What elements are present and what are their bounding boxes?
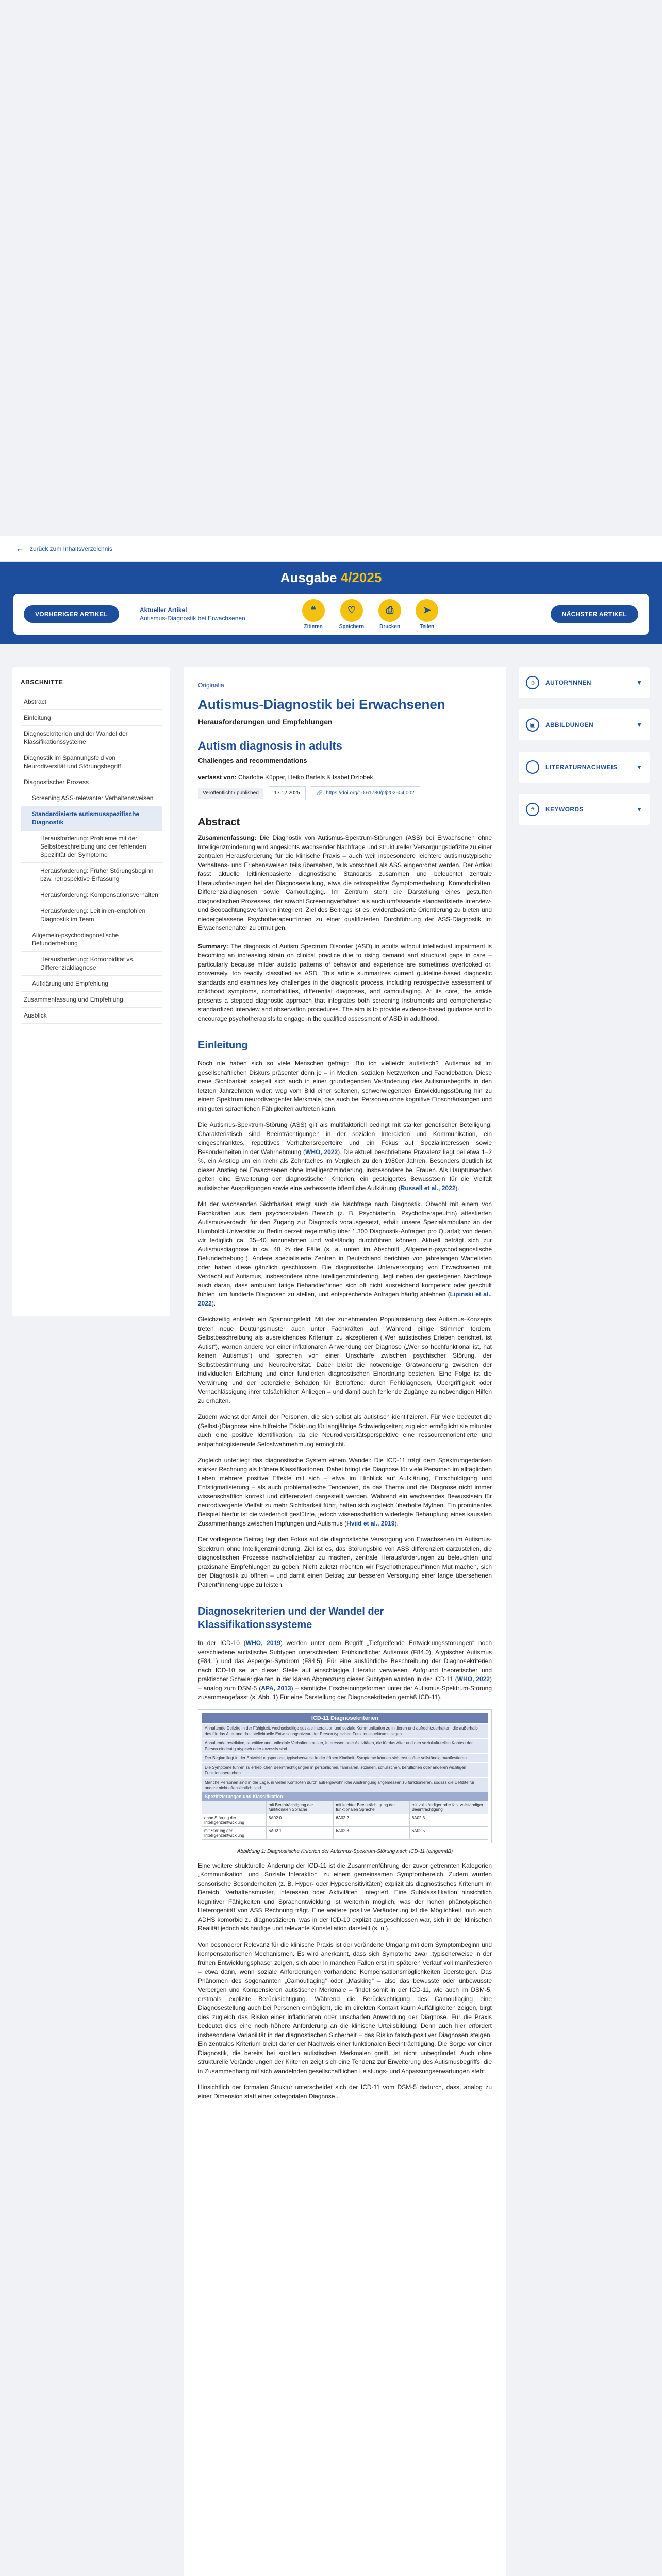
toc-item[interactable]: Herausforderung: Früher Störungsbeginn bzw. retrospektive Erfassung xyxy=(21,863,162,887)
toc-item[interactable]: Diagnostischer Prozess xyxy=(21,774,162,790)
chevron-down-icon: ▼ xyxy=(636,721,642,728)
figure-title: ICD-11 Diagnosekriterien xyxy=(202,1713,488,1723)
text: ) werden unter dem Begriff „Tiefgreifende Entwicklungsstörungen“ noch verschiedene autistische Subtypen unterschieden: Frühkindlicher Autismus (F84.0), Atypischer Autismus (F84.1) und das Asperger-Syndrom (F84.5). Für eine ausführliche Beschreibung der Diagnosekriterien nach ICD-10 sei an dieser Stelle auf einschlägige Literatur verwiesen. Aufgrund theoretischer und praktischer Schwierigkeiten in der klaren Abgrenzung dieser Subtypen wurden in der ICD-11 ( xyxy=(198,1639,492,1683)
citation-link[interactable]: WHO, 2019 xyxy=(245,1639,280,1647)
article-kicker: Originalia xyxy=(198,682,224,689)
citation-link[interactable]: Hviid et al., 2019 xyxy=(346,1519,395,1527)
table-row xyxy=(202,1826,488,1839)
toc-item[interactable]: Herausforderung: Probleme mit der Selbstbeschreibung und der fehlenden Spezifität der Symptome xyxy=(21,831,162,863)
text: ). xyxy=(211,1299,216,1307)
toc-heading: ABSCHNITTE xyxy=(21,679,63,686)
abstract-en-text: The diagnosis of Autism Spectrum Disorder (ASD) in adults without intellectual impairment is becoming an increasing strain on clinical practice due to rising demand and structural gaps in care – particularly because milder autistic patterns of behavior and experience are sometimes overlooked or, conversely, too readily classified as ASD. This article summarizes current guideline-based diagnostic standards and examines key challenges in the diagnostic process, including retrospective assessment of childhood symptoms, comorbidities, differential diagnoses, and camouflaging. At its core, the article presents a stepped diagnostic approach that integrates both screening instruments and comprehensive standardized interview and observation procedures. The aim is to provide evidence-based guidance and to encourage psychotherapists to engage in the qualified assessment of ASD in adulthood. xyxy=(198,942,492,1022)
doi-link[interactable] xyxy=(311,786,420,800)
paragraph xyxy=(198,1200,492,1308)
table-header: mit Beeinträchtigung der funktionalen Sprache xyxy=(266,1801,334,1814)
figure-caption: Abbildung 1: Diagnostische Kriterien der Autismus-Spektrum-Störung nach ICD-11 (eingemäß) xyxy=(237,1848,453,1854)
toc-item[interactable]: Aufklärung und Empfehlung xyxy=(21,976,162,992)
arrow-left-icon: ← xyxy=(15,543,25,553)
paragraph: Eine weitere strukturelle Änderung der ICD-11 ist die Zusammenführung der zuvor getrennten Kategorien „Kommunikation“ und „Soziale Interaktion“ zu einem gemeinsamen Symptombereich. Zudem wurden sensorische Besonderheiten (z. B. Hyper- oder Hyposensitivitäten) explizit als diagnostisches Kriterium im Bereich „Verhaltensmuster, Interessen oder Aktivitäten“ integriert. Eine Subklassifikation hinsichtlich kognitiver Fähigkeiten und Sprachentwicklung ist weiterhin möglich, was der hohen phänotypischen Heterogenität von ASS Rechnung trägt. Eine weitere positive Veränderung ist die Möglichkeit, nun auch ADHS komorbid zu diagnostizieren, was in der ICD-10 explizit ausgeschlossen war, sich in der klinischen Realität jedoch als häufige und relevante Konstellation darstellt (s. u.). xyxy=(198,1861,492,1932)
table-cell: 6A02.2 xyxy=(334,1814,409,1826)
published-date: 17.12.2025 xyxy=(269,786,306,800)
table-row xyxy=(202,1814,488,1826)
text: ) – sämtliche Erscheinungsformen unter der Autismus-Spektrum-Störung zusammengefasst (s. Abb. 1) Für eine Darstellung der Diagnosekriterien gemäß ICD-11). xyxy=(198,1684,492,1701)
published-label: Veröffentlicht / published xyxy=(198,788,263,799)
abstract-section xyxy=(198,817,492,1023)
article-title-en: Autism diagnosis in adults xyxy=(198,739,342,752)
print-icon: ⎙ xyxy=(378,599,401,622)
top-bar xyxy=(0,536,662,562)
cite-button[interactable] xyxy=(302,599,325,630)
bookmark-icon: ♡ xyxy=(340,599,363,622)
paragraph: Gleichzeitig entsteht ein Spannungsfeld: Mit der zunehmenden Popularisierung des Autismus-Konzepts treten neue Deutungsmuster auch unter Fachkräften auf. Während einige Stimmen fordern, Selbstbeschreibung als ausreichendes Kriterium zu akzeptieren („Wer autistisches Erleben berichtet, ist Autist“), warnen andere vor einer inflationären Anwendung der Diagnose („Wer so hochfunktional ist, hat keinen Autismus“) und sprechen von einer Unschärfe zwischen psychischer Störung, der Selbstbestimmung und Neurodiversität. Dabei bleibt die notwendige Gratwanderung zwischen der individuellen Erfahrung und einer fundierten diagnostischen Einordnung bestehen. Eine Folge ist die Verwirrung und der potenzielle Schaden für Betroffene: durch Fehldiagnosen, Übergriffigkeit oder Vernachlässigung ihrer tatsächlichen Anliegen – und damit auch fehlende Zugänge zu notwendigen Hilfen zu erhalten. xyxy=(198,1316,492,1404)
abstract-heading: Abstract xyxy=(198,817,240,828)
article-subtitle-en: Challenges and recommendations xyxy=(198,757,307,765)
issue-banner xyxy=(0,562,662,644)
tag-icon: # xyxy=(526,803,539,816)
authors xyxy=(198,774,492,781)
toc-item-active[interactable]: Standardisierte autismusspezifische Diagnostik xyxy=(21,806,162,831)
next-article-button[interactable]: NÄCHSTER ARTIKEL xyxy=(551,605,638,623)
current-article-title: Autismus-Diagnostik bei Erwachsenen xyxy=(139,615,245,622)
abstract-en-lead: Summary: xyxy=(198,942,231,950)
table-header: mit vollständiger oder fast vollständiger Beeinträchtigung xyxy=(409,1801,488,1814)
authors-names: Charlotte Küpper, Heiko Bartels & Isabel Dziobek xyxy=(238,774,373,781)
issue-title-prefix: Ausgabe xyxy=(280,570,341,585)
abstract-en xyxy=(198,942,492,1024)
table-cell: 6A02.5 xyxy=(409,1826,488,1839)
toc-list xyxy=(21,694,162,1024)
panel-label: KEYWORDS xyxy=(545,806,584,813)
figure-table xyxy=(202,1801,488,1840)
table-cell: 6A02.0 xyxy=(266,1814,334,1826)
text: ). xyxy=(394,1519,399,1527)
article-actions xyxy=(302,599,438,630)
paragraph: Hinsichtlich der formalen Struktur unterscheidet sich der ICD-11 vom DSM-5 dadurch, dass, analog zu einer Dimension statt einer kategorialen Diagnose... xyxy=(198,2083,492,2100)
chevron-down-icon: ▼ xyxy=(636,806,642,813)
paragraph xyxy=(198,1639,492,1702)
panel-label: AUTOR*INNEN xyxy=(545,679,591,686)
panel-label: LITERATURNACHWEIS xyxy=(545,764,618,771)
text: ). Die aktuell beschriebene Prävalenz liegt bei etwa 1–2 %, ein Anstieg um ein mehr als Zehnfaches im Vergleich zu den 1980er Jahren. Besonders deutlich ist dieser Anstieg bei Erwachsenen ohne Intelligenzminderung, insbesondere bei Frauen. Als Hauptursachen gelten eine Erweiterung der diagnostischen Kriterien, ein gesteigertes Bewusstsein für die Vielfalt autistischer Ausprägungen sowie eine verbesserte öffentliche Aufklärung ( xyxy=(198,1148,492,1192)
person-icon: ☺ xyxy=(526,676,539,689)
article-title: Autismus-Diagnostik bei Erwachsenen xyxy=(198,697,445,712)
print-label: Drucken xyxy=(379,623,401,630)
toc-item[interactable]: Einleitung xyxy=(21,710,162,726)
panel-label: ABBILDUNGEN xyxy=(545,721,594,728)
table-cell: 6A02.1 xyxy=(266,1826,334,1839)
citation-link[interactable]: APA, 2013 xyxy=(261,1684,291,1692)
figure-subheading: Spezifizierungen und Klassifikation xyxy=(202,1792,488,1801)
back-to-toc-link[interactable] xyxy=(15,543,112,554)
issue-title xyxy=(0,570,662,586)
print-button[interactable] xyxy=(378,599,401,630)
paragraph: Noch nie haben sich so viele Menschen gefragt: „Bin ich vielleicht autistisch?“ Autismus ist im gesellschaftlichen Diskurs präsenter denn je – in Medien, sozialen Netzwerken und Fachdebatten. Diese neue Sichtbarkeit spiegelt sich auch in einer grundlegenden Veränderung des Autismusbegriffs in den letzten Jahrzehnten wider: weg vom Bild einer seltenen, schwerwiegenden Entwicklungsstörung hin zu einem Spektrum neurodivergenter Merkmale, das auch bei Personen ohne kognitive Einschränkungen und mit guten sprachlichen Fähigkeiten auftreten kann. xyxy=(198,1060,492,1112)
text: ) – analog zum DSM-5 ( xyxy=(198,1675,492,1692)
abstract-de-lead: Zusammenfassung: xyxy=(198,834,260,841)
abstract-de xyxy=(198,834,492,933)
toc-item[interactable]: Screening ASS-relevanter Verhaltensweisen xyxy=(21,790,162,806)
keywords-panel-toggle[interactable] xyxy=(519,794,650,825)
text: In der ICD-10 ( xyxy=(198,1639,246,1647)
share-icon: ➤ xyxy=(416,599,438,622)
toc-sidebar xyxy=(12,667,170,1316)
toc-item[interactable]: Diagnosekriterien und der Wandel der Klassifikationssysteme xyxy=(21,726,162,750)
save-label: Speichern xyxy=(339,623,365,630)
figure-icd11-criteria[interactable] xyxy=(198,1709,492,1843)
citation-link[interactable]: WHO, 2022 xyxy=(305,1148,338,1156)
figures-panel-toggle[interactable] xyxy=(519,709,650,740)
figure-criterion: Manche Personen sind in der Lage, in vielen Kontexten durch außergewöhnliche Anstrengung angemessen zu funktionieren, sodass die Defizite für andere nicht offensichtlich sind. xyxy=(202,1777,488,1792)
authors-prefix: verfasst von: xyxy=(198,774,239,781)
current-article xyxy=(140,606,245,622)
current-article-label: Aktueller Artikel xyxy=(139,606,187,614)
toc-item[interactable]: Diagnostik im Spannungsfeld von Neurodiversität und Störungsbegriff xyxy=(21,750,162,774)
article-subtitle: Herausforderungen und Empfehlungen xyxy=(198,718,333,726)
section-heading-einleitung: Einleitung xyxy=(198,1040,248,1051)
back-link-label: zurück zum Inhaltsverzeichnis xyxy=(30,545,113,552)
doi-text: https://doi.org/10.61780/ptj202504.002 xyxy=(326,790,415,796)
paragraph: Zudem wächst der Anteil der Personen, die sich selbst als autistisch identifizieren. Für viele bedeutet die (Selbst-)Diagnose eine hilfreiche Erklärung für langjährige Schwierigkeiten; zugleich ermöglicht sie mitunter auch eine positive Identifikation, da die Neurodiversitätsperspektive eine ressourcenorientierte und entpathologisierende Selbstwahrnehmung ermöglicht. xyxy=(198,1413,492,1448)
toc-item[interactable]: Allgemein-psychodiagnostische Befunderhebung xyxy=(21,927,162,952)
citation-link[interactable]: Lipinski et al., 2022 xyxy=(198,1291,492,1307)
link-icon: 🔗 xyxy=(316,790,323,796)
toc-item[interactable]: Herausforderung: Komorbidität vs. Differenzialdiagnose xyxy=(21,952,162,976)
right-column xyxy=(519,667,650,836)
text: ). xyxy=(455,1184,459,1192)
text: Die Autismus-Spektrum-Störung (ASS) gilt als multifaktoriell bedingt mit starker genetischer Beteiligung. Charakteristisch sind Beeinträchtigungen in der sozialen Interaktion und Kommunikation, ein eingeschränktes, repetitives Verhaltensrepertoire und ein Fokus auf Spezialinteressen sowie Besonderheiten in der Wahrnehmung ( xyxy=(198,1121,492,1156)
paragraph xyxy=(198,1121,492,1193)
article-nav-card xyxy=(13,594,649,635)
text: Zugleich unterliegt das diagnostische System einem Wandel: Die ICD-11 trägt dem Spektrumgedanken stärker Rechnung als frühere Klassifikationen. Dabei bringt die Diagnose für viele Personen im alltäglichen Leben mehrere positive Effekte mit sich – etwa im Hinblick auf Aufklärung, Entschuldigung und Entstigmatisierung – als auch problematische Tendenzen, da das Thema und die Diagnose nicht immer wissenschaftlich korrekt und differenziert dargestellt werden. Während ein wachsendes Bewusstsein für neurodivergente Vielfalt zu mehr Sichtbarkeit führt, halten sich zugleich überholte Mythen. Ein prominentes Beispiel hierfür ist die wiederholt gestützte, jedoch wissenschaftlich widerlegte Behauptung eines kausalen Zusammenhangs zwischen Impfungen und Autismus ( xyxy=(198,1456,492,1527)
references-panel-toggle[interactable] xyxy=(519,752,650,783)
quote-icon: ❝ xyxy=(302,599,325,622)
chevron-down-icon: ▼ xyxy=(636,764,642,771)
citation-link[interactable]: Russell et al., 2022 xyxy=(400,1184,456,1192)
paragraph xyxy=(198,1456,492,1528)
image-icon: ▣ xyxy=(526,718,539,732)
share-button[interactable] xyxy=(416,599,438,630)
toc-item[interactable]: Herausforderung: Leitlinien-empfohlen Diagnostik im Team xyxy=(21,903,162,927)
figure-criterion: Anhaltende Defizite in der Fähigkeit, wechselseitige soziale Interaktion und soziale Kommunikation zu initiieren und aufrechtzuerhalten, die außerhalb des für das Alter und das intellektuelle Entwicklungsniveau der Person typischen Funktionsspektrums liegen. xyxy=(202,1723,488,1738)
figure-criterion: Die Symptome führen zu erheblichen Beeinträchtigungen in persönlichen, familiären, sozialen, schulischen, beruflichen oder anderen wichtigen Funktionsbereichen. xyxy=(202,1762,488,1777)
book-icon: ≣ xyxy=(526,760,539,774)
issue-number: 4/2025 xyxy=(340,570,382,585)
publication-meta xyxy=(198,786,492,800)
article xyxy=(184,667,506,2576)
authors-panel-toggle[interactable] xyxy=(519,667,650,698)
table-header: mit leichter Beeinträchtigung der funktionalen Sprache xyxy=(334,1801,409,1814)
toc-item[interactable]: Abstract xyxy=(21,694,162,710)
toc-item[interactable]: Zusammenfassung und Empfehlung xyxy=(21,992,162,1008)
chevron-down-icon: ▼ xyxy=(636,679,642,686)
citation-link[interactable]: WHO, 2022 xyxy=(457,1675,490,1683)
cite-label: Zitieren xyxy=(304,623,323,630)
table-cell: 6A02.3 xyxy=(334,1826,409,1839)
table-cell: 6A02.3 xyxy=(409,1814,488,1826)
section-heading-diagnosekriterien: Diagnosekriterien und der Wandel der Klassifikationssysteme xyxy=(198,1606,384,1631)
paragraph: Von besonderer Relevanz für die klinische Praxis ist der veränderte Umgang mit dem Symptombeginn und kompensatorischen Mechanismen. Es wird anerkannt, dass sich Symptome zwar „typischerweise in der frühen Entwicklungsphase“ zeigen, sich aber in manchen Fällen erst im späteren Verlauf voll manifestieren – etwa dann, wenn soziale Anforderungen vorhandene Kompensationsmöglichkeiten übersteigen. Das Phänomen des sogenannten „Camouflaging“ oder „Masking“ – also das bewusste oder unbewusste Verbergen und Kompensieren autistischer Merkmale – findet somit in der ICD-11, wie auch im DSM-5, erstmals explizite Berücksichtigung. Während die Berücksichtigung des Camouflaging eine Diagnosestellung auch bei Personen ermöglicht, die im direkten Kontakt kaum Auffälligkeiten zeigen, birgt dies zugleich das Risiko einer inflationären oder unscharfen Anwendung der Diagnose. Für die Praxis bedeutet dies eine noch höhere Anforderung an die klinische Urteilsbildung: Denn auch hier erfordert insbesondere Variabilität in der diagnostischen Sicherheit – das Risiko falsch-positiver Diagnosen steigen. Ein zentrales Kriterium bleibt daher der Nachweis einer funktionalen Beeinträchtigung. Die Sorge vor einer Diagnostik, die bereits bei subtilen autistischen Merkmalen greift, ist nicht unbegründet. Auch ohne strukturelle Veränderungen der Kriterien zeigt sich eine Tendenz zur Erweiterung des Autismusbegriffs, die in Zusammenhang mit sich wandelnden gesellschaftlichen Leistungs- und Anpassungserwartungen steht. xyxy=(198,1941,492,2075)
table-header xyxy=(202,1801,267,1814)
figure-criterion: Der Beginn liegt in der Entwicklungsperiode, typischerweise in der frühen Kindheit; Symptome können sich erst später vollständig manifestieren. xyxy=(202,1753,488,1762)
abstract-de-text: Die Diagnostik von Autismus-Spektrum-Störungen (ASS) bei Erwachsenen ohne Intelligenzminderung wird angesichts wachsender Nachfrage und struktureller Versorgungsdefizite zu einer zentralen Herausforderung für die klinische Praxis – auch weil insbesondere leichtere autismustypische Verhaltens- und Erlebensweisen teils übersehen, teils vorschnell als ASS eingeordnet werden. Der Artikel fasst aktuelle leitlinienbasierte diagnostische Standards zusammen und beleuchtet zentrale Herausforderungen bei der Diagnosestellung, etwa die retrospektive Symptomerhebung, Komorbiditäten, Differenzialdiagnosen sowie Camouflaging. Im Zentrum steht die Darstellung eines gestuften diagnostischen Prozesses, der sowohl Screeningverfahren als auch umfassende standardisierte Interview- und Beobachtungsverfahren integriert. Ziel des Beitrags ist es, evidenzbasierte Orientierung zu bieten und niedergelassene Psychotherapeut*innen zu einer qualifizierten Durchführung der ASS-Diagnostik im Erwachsenenalter zu ermutigen. xyxy=(198,834,492,931)
share-label: Teilen xyxy=(420,623,435,630)
table-cell: mit Störung der Intelligenzentwicklung xyxy=(202,1826,267,1839)
toc-item[interactable]: Herausforderung: Kompensationsverhalten xyxy=(21,887,162,903)
table-cell: ohne Störung der Intelligenzentwicklung xyxy=(202,1814,267,1826)
toc-item[interactable]: Ausblick xyxy=(21,1008,162,1024)
figure-criterion: Anhaltende restriktive, repetitive und unflexible Verhaltensmuster, Interessen oder Aktivitäten, die für das Alter und den soziokulturellen Kontext der Person eindeutig atypisch oder exzessiv sind. xyxy=(202,1738,488,1753)
save-button[interactable] xyxy=(339,599,364,630)
paragraph: Der vorliegende Beitrag legt den Fokus auf die diagnostische Versorgung von Erwachsenen im Autismus-Spektrum ohne Intelligenzminderung. Ziel ist es, das Störungsbild von ASS differenziert darzustellen, die diagnostischen Prozesse nachvollziehbar zu machen, zentrale Herausforderungen zu beleuchten und praxisnahe Empfehlungen zu geben. Nicht zuletzt möchten wir Psychotherapeut*innen Mut machen, sich der Diagnostik zu öffnen – und damit einen Beitrag zur besseren Versorgung einer lange übersehenen Patient*innengruppe zu leisten. xyxy=(198,1536,492,1588)
previous-article-button[interactable]: VORHERIGER ARTIKEL xyxy=(24,605,119,623)
text: Mit der wachsenden Sichtbarkeit steigt auch die Nachfrage nach Diagnostik. Obwohl mit einem von Fachkräften aus dem psychosozialen Bereich (z. B. Psychiater*in, Psychotherapeut*in) attestierten Autismusverdacht für den Zugang zur Diagnostik vorausgesetzt, erhält unsere Spezialambulanz an der Humboldt-Universität zu Berlin derzeit regelmäßig über 1.300 Diagnostik-Anfragen pro Quartal; von denen wir lediglich ca. 35–40 anzunehmen und vollständig durchführen können. Aktuell beträgt sich zur Autismusdiagnose in ca. 40 % der Fälle (s. a. unten im Abschnitt „Allgemein-psychodiagnostische Befunderhebung“). Andere spezialisierte Zentren in Deutschland berichten von jahrelangen Wartelisten oder haben diese gänzlich geschlossen. Die diagnostische Unterversorgung von Erwachsenen mit Verdacht auf Autismus, insbesondere ohne Intelligenzminderung, liegt neben der gestiegenen Nachfrage auch daran, dass ambulant tätige Behandler*innen sich oft nicht ausreichend kompetent oder geschult fühlen, um fundierte Diagnosen zu stellen, und entsprechende Anfragen häufig ablehnen ( xyxy=(198,1200,492,1298)
